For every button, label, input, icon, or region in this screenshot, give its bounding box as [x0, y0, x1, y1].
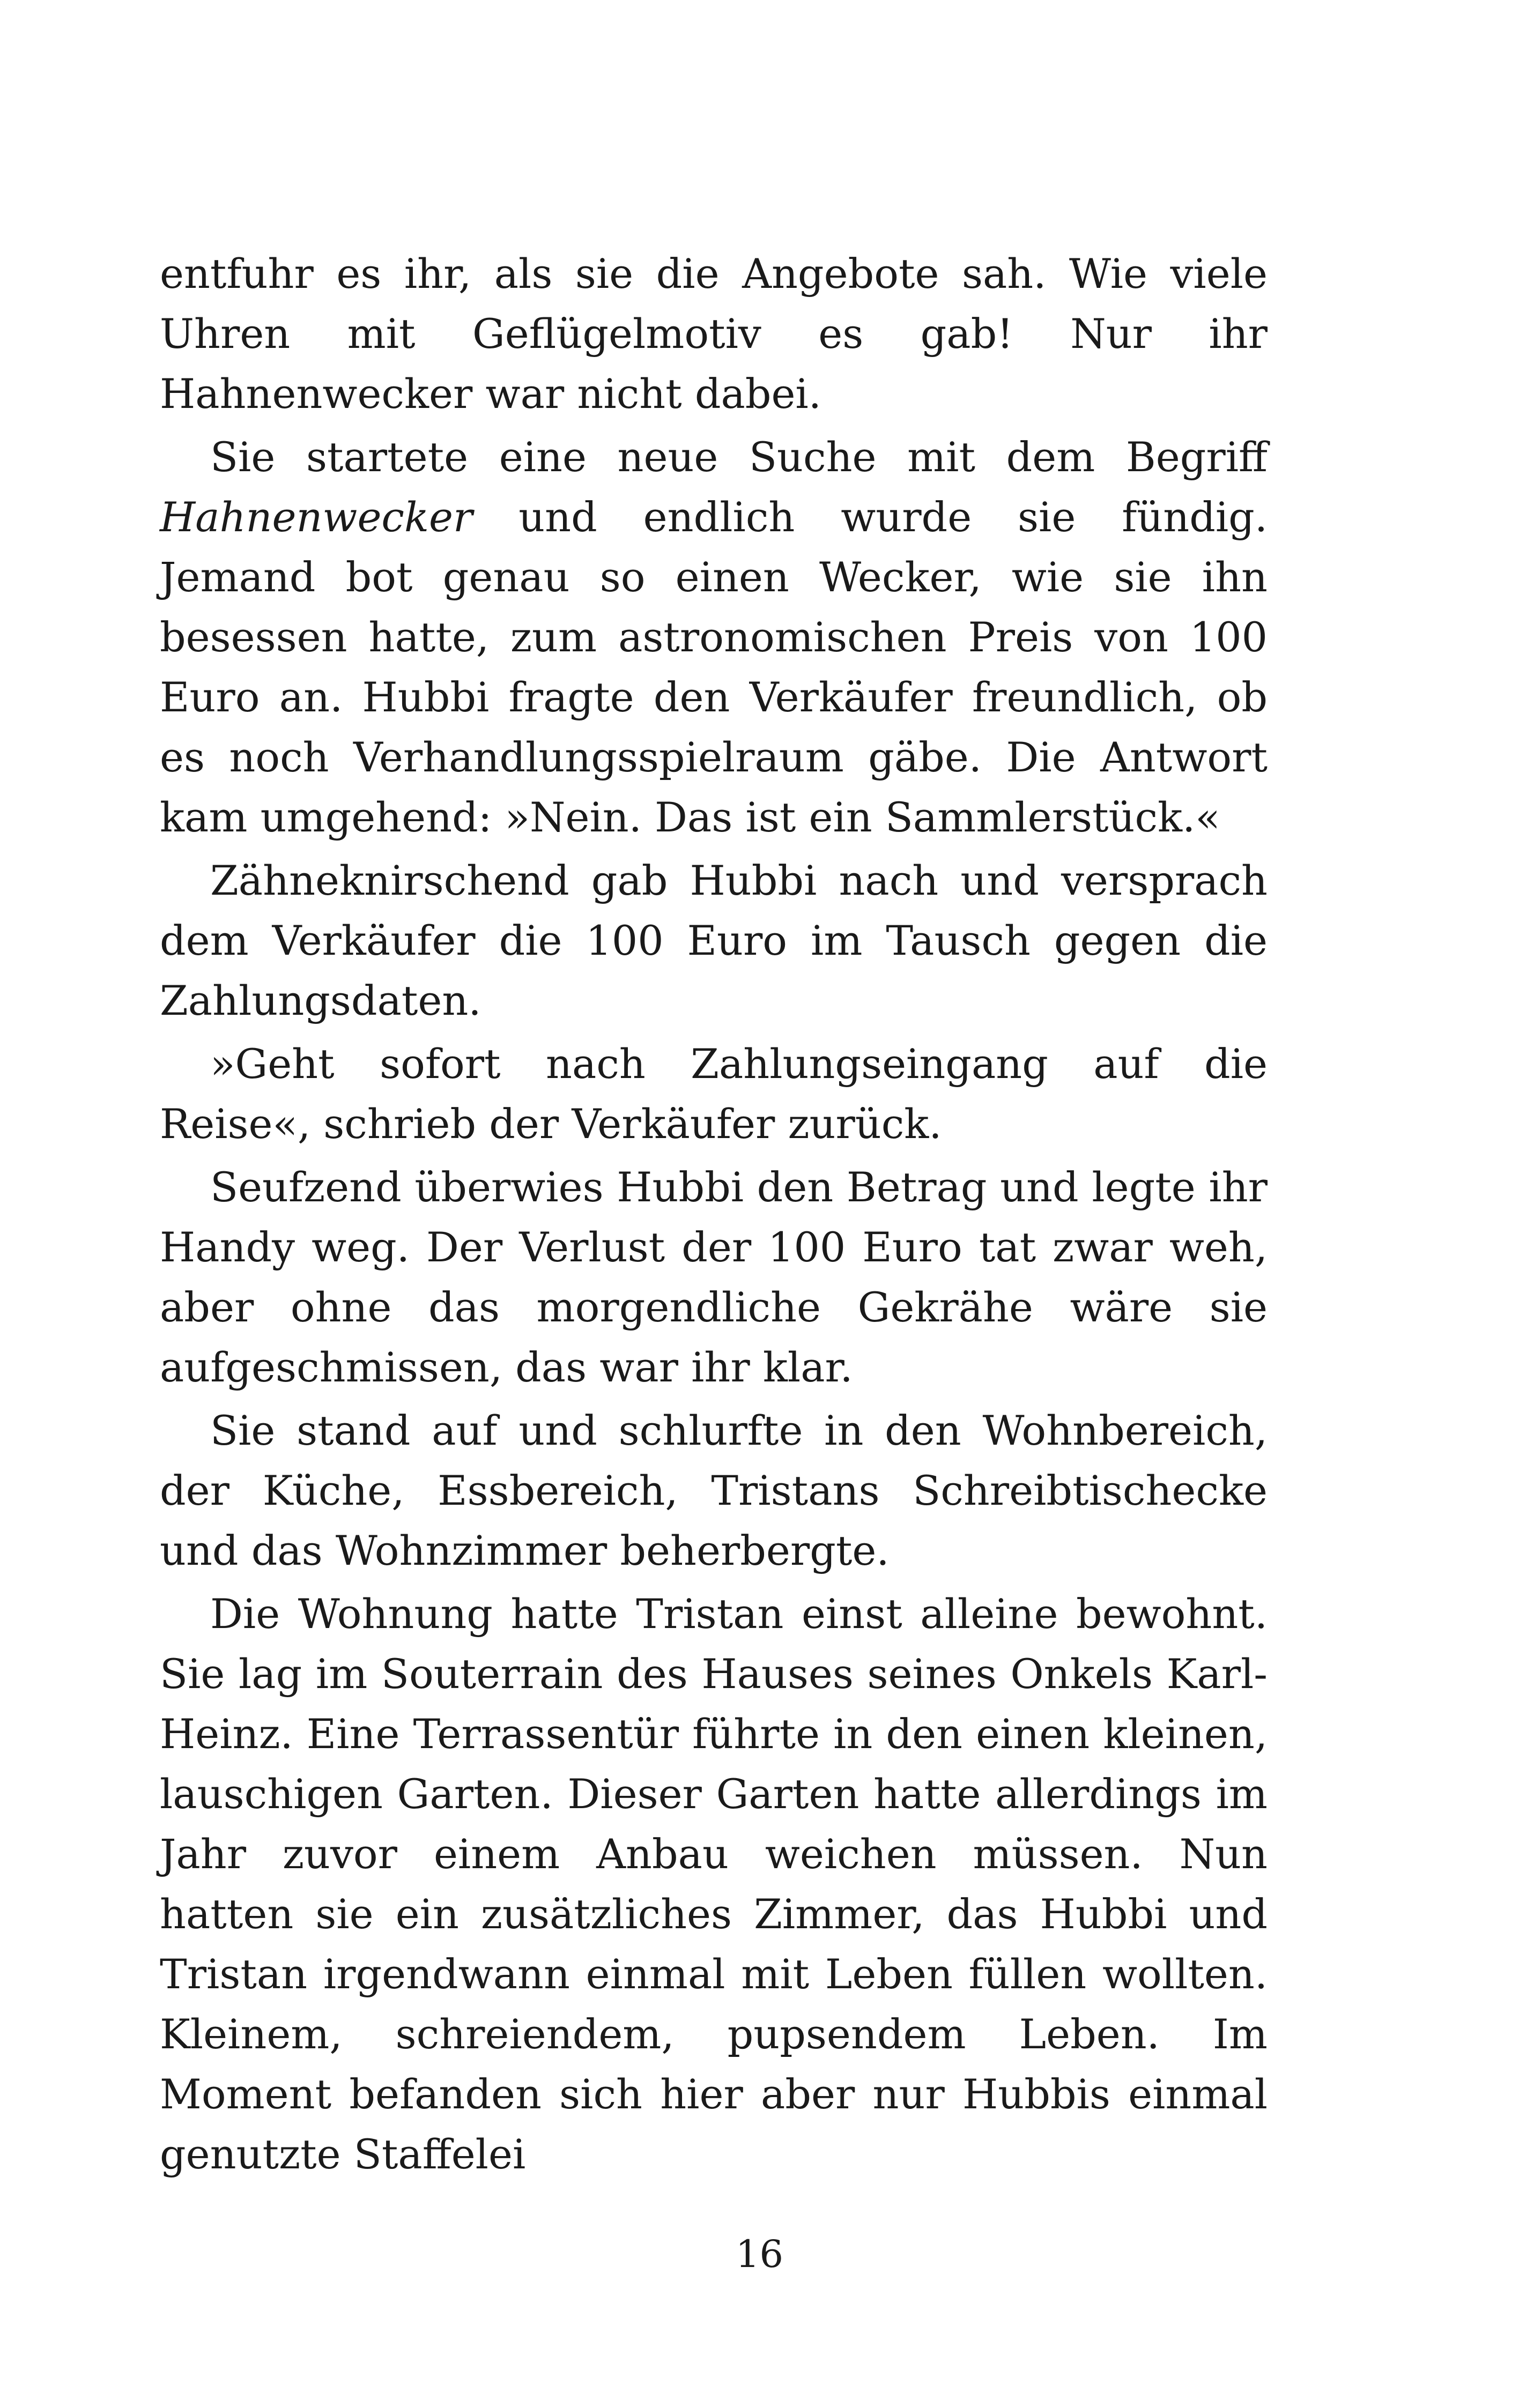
- paragraph-4-text: »Geht sofort nach Zahlungseingang auf die Reise«, schrieb der Verkäufer zurück.: [160, 1040, 1268, 1148]
- paragraph-4: [160, 1034, 1268, 1154]
- paragraph-7: [160, 1584, 1268, 2184]
- paragraph-2-emphasis: Hahnenwecker: [160, 493, 473, 541]
- paragraph-1: [160, 244, 1268, 424]
- paragraph-7-text: Die Wohnung hatte Tristan einst alleine bewohnt. Sie lag im Souterrain des Hauses seines Onkels Karl-Heinz. Eine Terrassentür führte in den einen kleinen, lauschigen Garten. Dieser Garten hatte allerdings im Jahr zuvor einem Anbau weichen müssen. Nun hatten sie ein zusätzliches Zimmer, das Hubbi und Tristan irgendwann einmal mit Leben füllen wollten. Kleinem, schreiendem, pupsendem Leben. Im Moment befanden sich hier aber nur Hubbis einmal genutzte Staffelei: [160, 1590, 1268, 2178]
- paragraph-1-text: entfuhr es ihr, als sie die Angebote sah. Wie viele Uhren mit Geflügelmotiv es gab! Nur ihr Hahnenwecker war nicht dabei.: [160, 250, 1268, 418]
- paragraph-2-tail: und endlich wurde sie fündig. Jemand bot genau so einen Wecker, wie sie ihn besessen hatte, zum astronomischen Preis von 100 Euro an. Hubbi fragte den Verkäufer freundlich, ob es noch Verhandlungsspielraum gäbe. Die Antwort kam umgehend: »Nein. Das ist ein Sammlerstück.«: [160, 493, 1268, 841]
- paragraph-3-text: Zähneknirschend gab Hubbi nach und versprach dem Verkäufer die 100 Euro im Tausch gegen die Zahlungsdaten.: [160, 857, 1268, 1024]
- paragraph-2-lead: Sie startete eine neue Suche mit dem Begriff: [210, 433, 1268, 481]
- page-number: 16: [735, 2232, 784, 2276]
- paragraph-5-text: Seufzend überwies Hubbi den Betrag und legte ihr Handy weg. Der Verlust der 100 Euro tat zwar weh, aber ohne das morgendliche Gekrähe wäre sie aufgeschmissen, das war ihr klar.: [160, 1163, 1268, 1391]
- paragraph-2: [160, 427, 1268, 848]
- paragraph-6-text: Sie stand auf und schlurfte in den Wohnbereich, der Küche, Essbereich, Tristans Schreibtischecke und das Wohnzimmer beherbergte.: [160, 1407, 1268, 1574]
- body-text: [160, 244, 1268, 2188]
- paragraph-3: [160, 851, 1268, 1031]
- paragraph-6: [160, 1401, 1268, 1581]
- paragraph-5: [160, 1157, 1268, 1398]
